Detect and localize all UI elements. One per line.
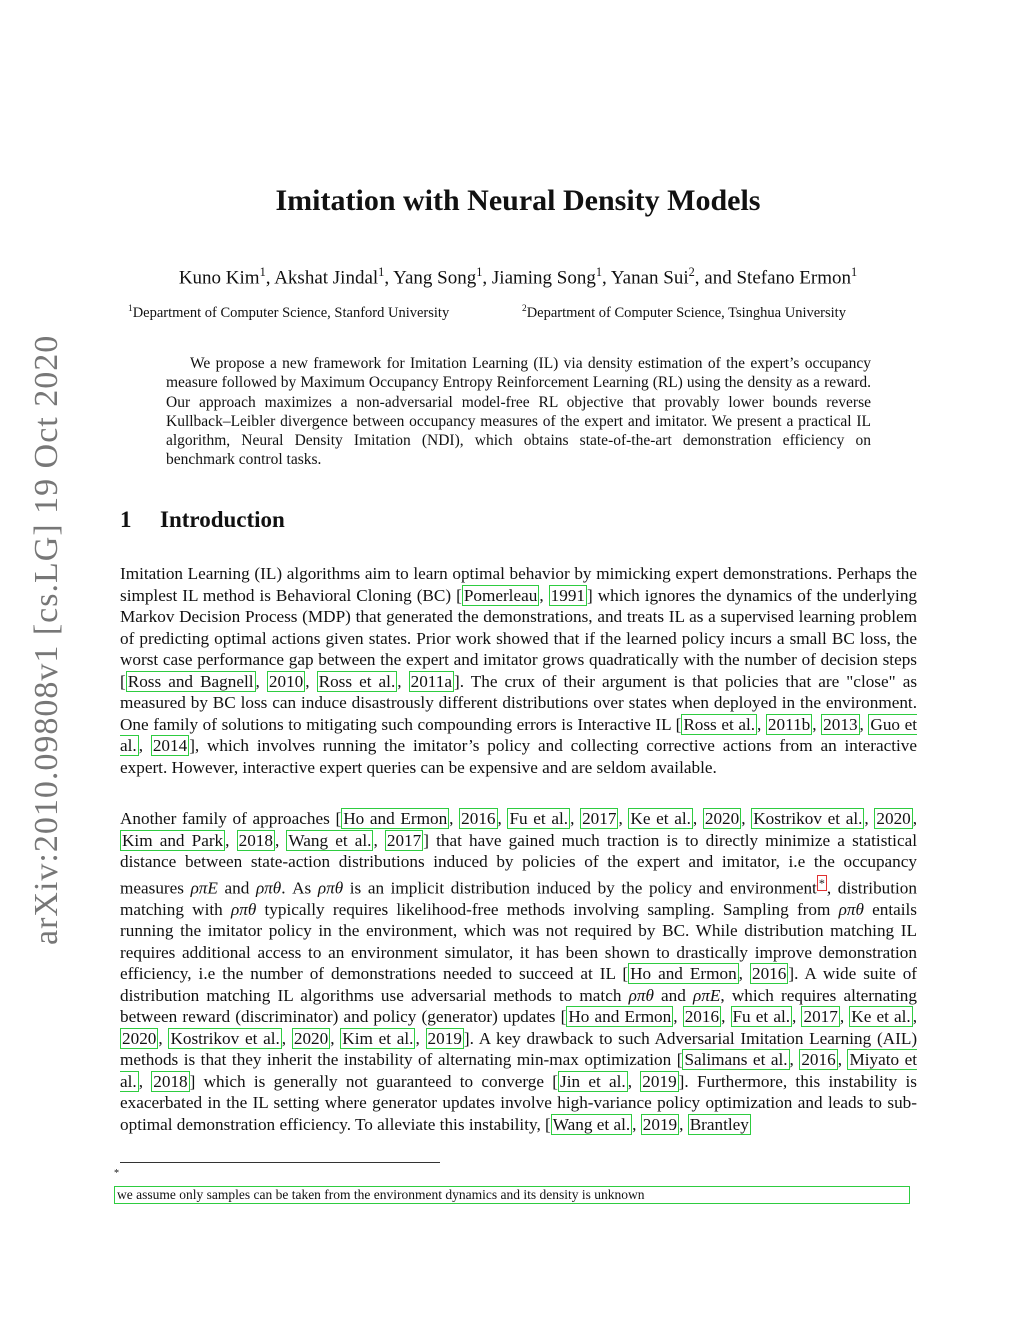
citation-link[interactable]: 2020 xyxy=(704,809,740,828)
footnote xyxy=(114,1168,914,1204)
citation-link[interactable]: Ho and Ermon xyxy=(343,809,448,828)
body-text: ], which involves running the imitator’s policy and collecting corrective actions from an interactive expert. However, interactive expert queries can be expensive and are seldom available. xyxy=(120,736,917,777)
citation-link[interactable]: 2018 xyxy=(153,1071,188,1091)
author-name: Jiaming Song xyxy=(491,267,596,289)
author-list: Kuno Kim$^1$, Akshat Jindal$^1$, Yang Song$^1$, Jiaming Song$^1$, Yanan Sui$^2$, and Stefano Ermon$^1$ xyxy=(178,265,858,289)
math-symbol: ρπθ xyxy=(838,899,864,919)
citation-link[interactable]: Salimans et al. xyxy=(684,1050,788,1070)
citation-link[interactable]: Ross and Bagnell xyxy=(127,671,254,691)
citation-link[interactable]: 2011b xyxy=(767,714,811,734)
citation-link[interactable]: 2019 xyxy=(642,1071,677,1091)
citation-link[interactable]: Pomerleau xyxy=(463,585,538,605)
arxiv-stamp: arXiv:2010.09808v1 [cs.LG] 19 Oct 2020 xyxy=(28,334,65,945)
abstract: We propose a new framework for Imitation Learning (IL) via density estimation of the expert’s occupancy measure followed by Maximum Occupancy Entropy Reinforcement Learning (RL) using the density as a reward. Our approach maximizes a non-adversarial model-free RL objective that provably lower bounds reverse Kullback–Leibler divergence between occupancy measures of the expert and imitator. We present a practical IL algorithm, Neural Density Imitation (NDI), which obtains state-of-the-art demonstration efficiency on benchmark control tasks. xyxy=(166,355,871,469)
affiliation-text: Department of Computer Science, Stanford University xyxy=(132,304,450,321)
affiliation-stanford xyxy=(128,304,449,322)
body-text: Another family of approaches [ xyxy=(120,809,342,828)
body-text: ] which ignores the dynamics of the underlying Markov Decision Process (MDP) that generated the demonstrations, and treats IL as a supervised learning problem of predicting optimal actions given states. Prior work showed that if the learned policy incurs a small BC loss, the worst case performance gap between the expert and imitator grows quadratically with the number of decision steps [ xyxy=(120,585,918,691)
citation-link[interactable]: Ho and Ermon xyxy=(568,1007,672,1027)
footnote-link[interactable]: * xyxy=(818,875,825,890)
citation-link[interactable]: 2011a xyxy=(410,671,452,691)
affiliation-mark: 1 xyxy=(259,265,266,279)
citation-link[interactable]: 2020 xyxy=(876,809,911,828)
citation-link[interactable]: Ross et al. xyxy=(318,671,396,691)
citation-link[interactable]: 2017 xyxy=(582,809,617,828)
section-heading xyxy=(120,507,285,533)
citation-link[interactable]: Wang et al. xyxy=(288,830,372,850)
citation-link[interactable]: Kostrikov et al. xyxy=(170,1028,280,1048)
body-text: , which requires alternating between reward (discriminator) and policy (generator) updates [ xyxy=(120,985,917,1027)
math-symbol: ρπθ xyxy=(230,899,257,919)
citation-link[interactable]: Jin et al. xyxy=(560,1071,626,1091)
body-text: and xyxy=(653,985,694,1005)
author-name: Kuno Kim xyxy=(178,267,260,289)
citation-link[interactable]: Ke et al. xyxy=(630,809,691,828)
intro-paragraph-2: Another family of approaches [ Ho and Ermon , 2016 , Fu et al. , 2017 , Ke et al. , 2020 , Kostrikov et al. , 2020 , Kim and Park , 2018 , Wang et al. , 2017 ] that have gained much traction is to directly minimize a statistical distance between state-action distributions induced by policies of the expert and imitator, i.e the occupancy measures ρπE and ρπθ. As ρπθ is an implicit distribution induced by the policy and environment * , distribution matching with ρπθ typically requires likelihood-free methods involving sampling. Sampling from ρπθ entails running the imitator policy in the environment, which was not required by BC. While distribution matching IL requires additional access to an environment simulator, it has been shown to drastically improve demonstration efficiency, i.e the number of demonstrations needed to succeed at IL [ Ho and Ermon , 2016 ]. A wide suite of distribution matching IL algorithms use adversarial methods to match ρπθ and ρπE, which requires alternating between reward (discriminator) and policy (generator) updates [ Ho and Ermon , 2016 , Fu et al. , 2017 , Ke et al. , 2020 , Kostrikov et al. , 2020 , Kim et al. , 2019 ]. A key drawback to such Adversarial Imitation Learning (AIL) methods is that they inherit the instability of alternating min-max optimization [ Salimans et al. , 2016 , Miyato et al. , 2018 ] which is generally not guaranteed to converge [ Jin et al. , 2019 ]. Furthermore, this instability is exacerbated in the IL setting where generator updates involve high-variance policy optimization and leads to sub-optimal demonstration efficiency. To alleviate this instability, [ Wang et al. , 2019 , Brantley xyxy=(120,809,918,1134)
citation-link[interactable]: Ho and Ermon xyxy=(630,964,737,984)
body-text: entails running the imitator policy in the environment, which was not required by BC. While distribution matching IL requires additional access to an environment simulator, it has been shown to drastically improve demonstration efficiency, i.e the number of demonstrations needed to succeed at IL [ xyxy=(120,899,917,984)
affiliation-mark: 1 xyxy=(378,265,385,279)
citation-link[interactable]: 2016 xyxy=(751,964,787,984)
body-text: Imitation Learning (IL) algorithms aim to learn optimal behavior by mimicking expert demonstrations. Perhaps the simplest IL method is Behavioral Cloning (BC) [ xyxy=(120,564,917,605)
author-name: Stefano Ermon xyxy=(736,267,851,289)
math-symbol: ρπE xyxy=(693,985,721,1005)
citation-link[interactable]: Kostrikov et al. xyxy=(753,809,863,828)
body-text: ] which is generally not guaranteed to converge [ xyxy=(189,1071,559,1091)
citation-link[interactable]: Kim and Park xyxy=(122,830,224,850)
author-name: Yang Song xyxy=(393,267,477,289)
affiliation-mark: 1 xyxy=(595,265,603,279)
affiliation-mark: 1 xyxy=(128,304,133,314)
citation-link[interactable]: 2018 xyxy=(238,830,273,850)
body-text: ]. A wide suite of distribution matching IL algorithms use adversarial methods to match xyxy=(120,964,918,1005)
body-text: ]. Furthermore, this instability is exacerbated in the IL setting where generator updates involve high-variance policy optimization and leads to sub-optimal demonstration efficiency. To alleviate this instability, [ xyxy=(120,1071,917,1134)
author-name: Akshat Jindal xyxy=(274,267,379,289)
footnote-rule xyxy=(120,1162,440,1163)
citation-link[interactable]: Ke et al. xyxy=(851,1007,911,1027)
footnote-mark: * xyxy=(114,1168,120,1179)
citation-link[interactable]: 2020 xyxy=(122,1028,157,1048)
body-text: ]. The crux of their argument is that policies that are "close" as measured by BC loss can induce disastrously different distributions over states when deployed in the environment. One family of solutions to mitigating such compounding errors is Interactive IL [ xyxy=(120,671,918,734)
citation-link[interactable]: Guo et al. xyxy=(120,714,918,755)
math-symbol: ρπθ xyxy=(628,985,654,1005)
affiliation-mark: 1 xyxy=(851,265,858,279)
body-text: . As xyxy=(281,878,318,898)
body-text: typically requires likelihood-free methods involving sampling. Sampling from xyxy=(256,899,839,919)
section-title: Introduction xyxy=(160,507,285,532)
author-name: Yanan Sui xyxy=(610,267,689,289)
paper-title: Imitation with Neural Density Models xyxy=(275,184,761,217)
citation-link[interactable]: Kim et al. xyxy=(342,1028,414,1048)
citation-link[interactable]: Fu et al. xyxy=(509,809,569,828)
body-text: , distribution matching with xyxy=(120,878,917,919)
footnote-text[interactable]: we assume only samples can be taken from the environment dynamics and its density is unknown xyxy=(114,1186,910,1204)
math-symbol: ρπθ xyxy=(317,878,344,898)
body-text: is an implicit distribution induced by the policy and environment xyxy=(343,878,817,898)
affiliation-mark: 2 xyxy=(688,265,695,279)
citation-link[interactable]: Ross et al. xyxy=(683,714,756,734)
math-symbol: ρπθ xyxy=(255,878,282,898)
section-number: 1 xyxy=(120,507,132,532)
affiliation-mark: 1 xyxy=(476,265,483,279)
citation-link[interactable]: 2014 xyxy=(152,736,188,755)
math-symbol: ρπE xyxy=(190,878,218,898)
citation-link[interactable]: 2017 xyxy=(386,830,422,850)
affiliation-mark: 2 xyxy=(522,304,527,314)
body-text: ] that have gained much traction is to directly minimize a statistical distance between state-action distributions induced by policies of the expert and imitator, i.e the occupancy measures xyxy=(120,830,917,898)
author-conjunction: and xyxy=(704,267,732,289)
body-text: ]. A key drawback to such Adversarial Imitation Learning (AIL) methods is that they inherit the instability of alternating min-max optimization [ xyxy=(120,1028,918,1070)
citation-link[interactable]: 2017 xyxy=(803,1007,838,1027)
intro-paragraph-1: Imitation Learning (IL) algorithms aim to learn optimal behavior by mimicking expert demonstrations. Perhaps the simplest IL method is Behavioral Cloning (BC) [ Pomerleau , 1991 ] which ignores the dynamics of the underlying Markov Decision Process (MDP) that generated the demonstrations, and treats IL as a supervised learning problem of predicting optimal actions given states. Prior work showed that if the learned policy incurs a small BC loss, the worst case performance gap between the expert and imitator grows quadratically with the number of decision steps [ Ross and Bagnell , 2010 , Ross et al. , 2011a ]. The crux of their argument is that policies that are "close" as measured by BC loss can induce disastrously different distributions over states when deployed in the environment. One family of solutions to mitigating such compounding errors is Interactive IL [ Ross et al. , 2011b , 2013 , Guo et al. , 2014 ], which involves running the imitator’s policy and collecting corrective actions from an interactive expert. However, interactive expert queries can be expensive and are seldom available. xyxy=(120,564,918,777)
body-text: and xyxy=(217,878,256,898)
citation-link[interactable]: 2020 xyxy=(293,1028,329,1048)
citation-link[interactable]: 2016 xyxy=(684,1007,720,1027)
citation-link[interactable]: 2016 xyxy=(801,1050,836,1070)
citation-link[interactable]: 2013 xyxy=(823,714,858,734)
citation-link[interactable]: Wang et al. xyxy=(552,1114,631,1134)
citation-link[interactable]: 2010 xyxy=(268,671,304,691)
citation-link[interactable]: 1991 xyxy=(550,585,586,605)
citation-link[interactable]: Brantley xyxy=(689,1114,749,1134)
citation-link[interactable]: 2016 xyxy=(461,809,496,828)
affiliation-tsinghua xyxy=(522,304,846,322)
affiliation-text: Department of Computer Science, Tsinghua University xyxy=(526,304,846,321)
citation-link[interactable]: Miyato et al. xyxy=(120,1050,918,1091)
citation-link[interactable]: Fu et al. xyxy=(732,1007,791,1027)
citation-link[interactable]: 2019 xyxy=(427,1028,462,1048)
citation-link[interactable]: 2019 xyxy=(642,1114,678,1134)
